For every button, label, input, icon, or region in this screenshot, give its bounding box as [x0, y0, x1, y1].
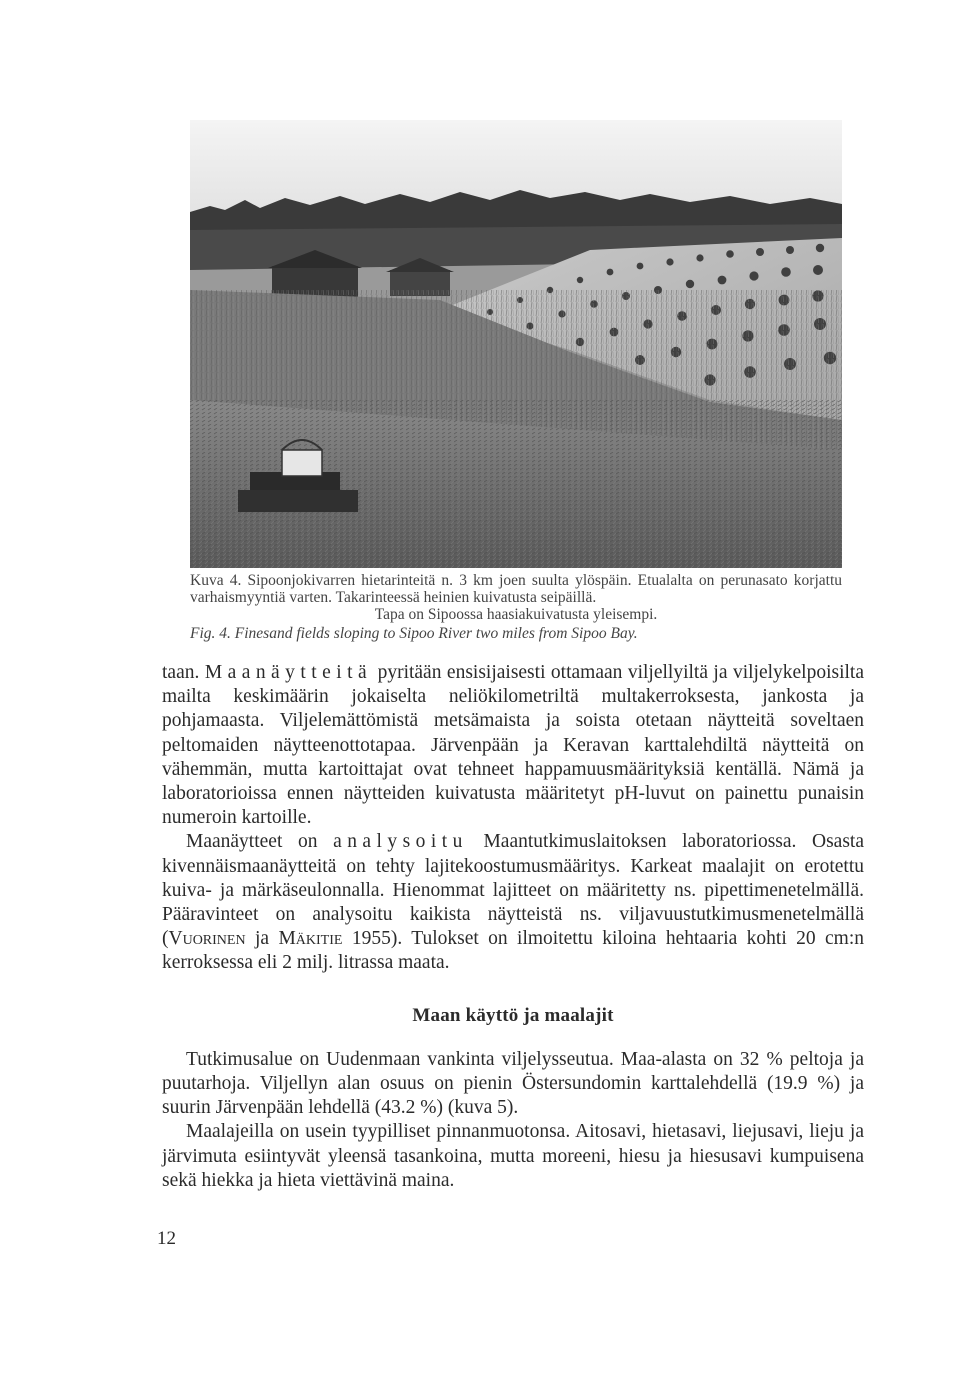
- paragraph-analysis: [162, 830, 864, 975]
- emphasis-spaced: analysoitu: [333, 831, 468, 853]
- conjunction: ja: [245, 928, 279, 950]
- paragraph-soils: Maalajeilla on usein tyypilliset pinnanmuotonsa. Aitosavi, hietasavi, liejusavi, lieju ja järvimuta esiintyvät yleensä tasankoina, mutta moreeni, hiesu ja hiesusavi kumpuisena sekä hiekka ja hieta viettävinä maina.: [162, 1121, 864, 1191]
- body-text: [162, 661, 864, 1193]
- author-name: Vuorinen: [168, 928, 246, 950]
- paragraph-lead: taan.: [162, 662, 200, 683]
- page-number: 12: [157, 1228, 176, 1249]
- figure-caption: [190, 572, 842, 642]
- section-heading: Maan käyttö ja maalajit: [412, 1004, 614, 1026]
- emphasis-spaced: Maanäytteitä: [204, 662, 373, 683]
- paragraph-samples: [162, 661, 864, 830]
- caption-english: Fig. 4. Finesand fields sloping to Sipoo River two miles from Sipoo Bay.: [190, 625, 638, 642]
- landscape-photo: [190, 120, 842, 568]
- paragraph-lead: Maanäytteet on: [186, 831, 318, 853]
- paragraph-rest: Maantutkimuslaitoksen laboratoriossa. Osasta kivennäismaanäytteitä on tehty lajitekoostumusmääritys. Karkeat maalajit on erotettu kuiva- ja märkäseulonnalla. Hienommat lajitteet on määritetty ns. pipettimenetelmällä. Pääravinteet on analysoitu kaikista näytteistä ns. viljavuustutkimusmenetelmällä (: [162, 831, 864, 950]
- caption-finnish: Kuva 4. Sipoonjokivarren hietarinteitä n. 3 km joen suulta ylöspäin. Etualalta on perunasato korjattu varhaismyyntiä varten. Takarinteessä heinien kuivatusta seipäillä.: [190, 572, 842, 606]
- paragraph-landuse: Tutkimusalue on Uudenmaan vankinta viljelysseutua. Maa-alasta on 32 % peltoja ja puutarhoja. Viljellyn alan osuus on pienin Östersundomin karttalehdellä (19.9 %) ja suurin Järvenpään lehdellä (43.2 %) (kuva 5).: [162, 1048, 864, 1119]
- caption-finnish-continued: Tapa on Sipoossa haasiakuivatusta yleisempi.: [374, 606, 658, 623]
- paragraph-rest: 1955). Tulokset on ilmoitettu kiloina hehtaaria kohti 20 cm:n kerroksessa eli 2 milj. litrassa maata.: [162, 928, 864, 974]
- author-name: Mäkitie: [278, 928, 343, 950]
- paragraph-rest: pyritään ensisijaisesti ottamaan viljellyiltä ja viljelykelpoisilta mailta keskimäärin jokaiselta neliökilometriltä multakerroksesta, jankosta ja pohjamaasta. Viljelemättömistä metsämaista ja soista otetaan näytteitä soveltaen peltomaiden näytteenottotapaa. Järvenpään ja Keravan karttalehdiltä näytteitä on vähemmän, mutta kartoittajat ovat tehneet happamuusmäärityksiä kentällä. Nämä ja laboratorioissa ennen näytteiden kuivatusta määritetyt pH-luvut on painettu punaisin numeroin kartoille.: [162, 662, 865, 829]
- photo-illustration: [190, 120, 842, 568]
